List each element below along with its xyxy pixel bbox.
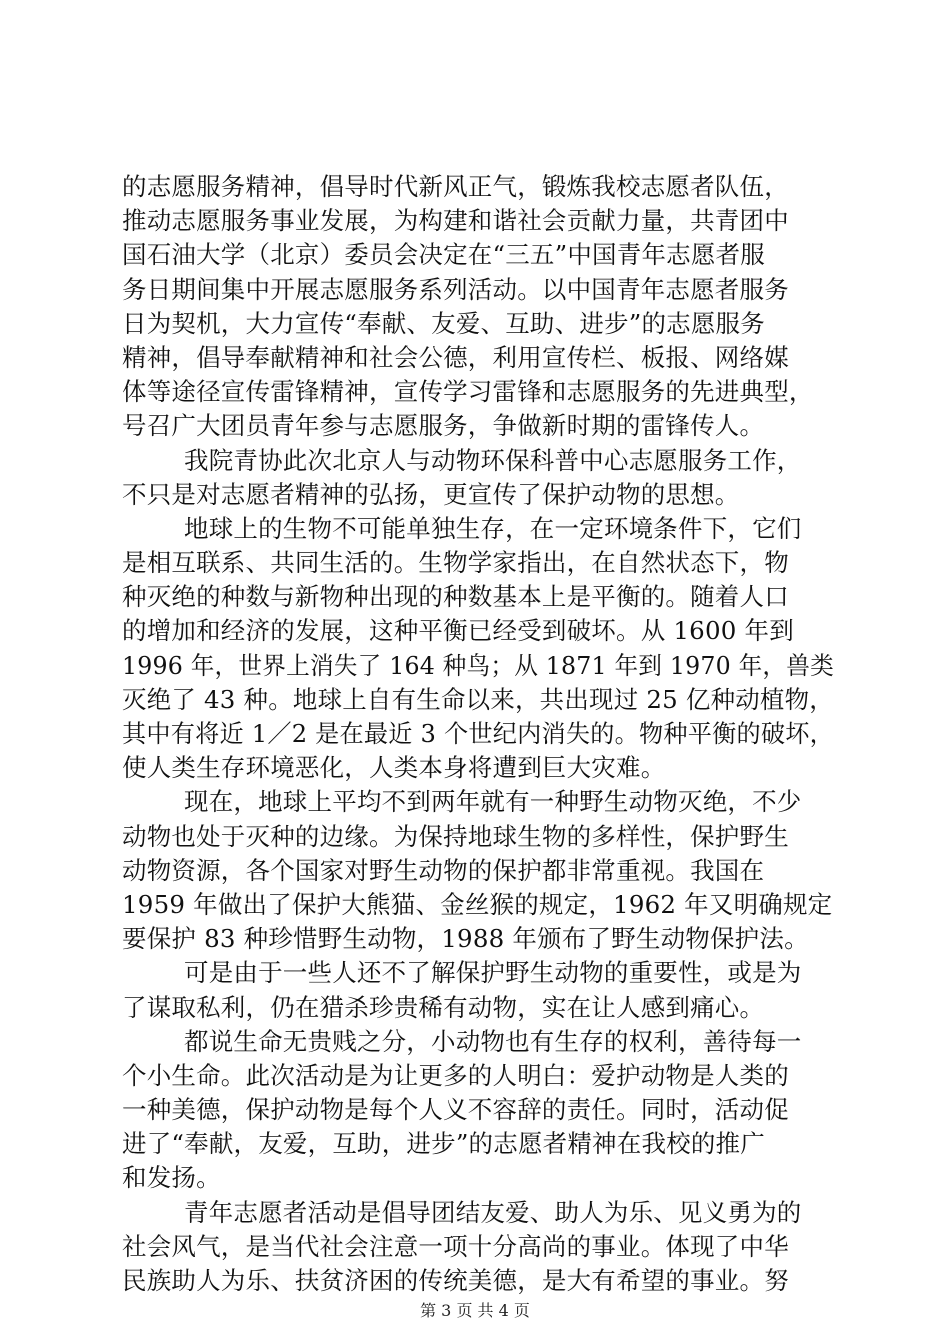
text-line: 进了“奉献，友爱，互助，进步”的志愿者精神在我校的推广 bbox=[122, 1129, 765, 1159]
text-line: 青年志愿者活动是倡导团结友爱、助人为乐、见义勇为的 bbox=[184, 1197, 802, 1227]
text-line: 的增加和经济的发展，这种平衡已经受到破坏。从 1600 年到 bbox=[122, 616, 794, 646]
text-line: 一种美德，保护动物是每个人义不容辞的责任。同时，活动促 bbox=[122, 1095, 789, 1125]
body-text bbox=[122, 170, 834, 1298]
text-line: 动物资源，各个国家对野生动物的保护都非常重视。我国在 bbox=[122, 855, 765, 885]
text-line: 和发扬。 bbox=[122, 1163, 221, 1193]
text-line: 我院青协此次北京人与动物环保科普中心志愿服务工作， bbox=[184, 445, 802, 475]
text-line: 灭绝了 43 种。地球上自有生命以来，共出现过 25 亿种动植物， bbox=[122, 684, 834, 714]
text-line: 现在，地球上平均不到两年就有一种野生动物灭绝，不少 bbox=[184, 787, 802, 817]
text-line: 要保护 83 种珍惜野生动物，1988 年颁布了野生动物保护法。 bbox=[122, 924, 809, 954]
text-line: 可是由于一些人还不了解保护野生动物的重要性，或是为 bbox=[184, 958, 802, 988]
text-line: 其中有将近 1／2 是在最近 3 个世纪内消失的。物种平衡的破坏， bbox=[122, 719, 834, 748]
text-line: 国石油大学（北京）委员会决定在“三五”中国青年志愿者服 bbox=[122, 240, 765, 270]
text-line: 推动志愿服务事业发展，为构建和谐社会贡献力量，共青团中 bbox=[122, 206, 789, 236]
text-line: 民族助人为乐、扶贫济困的传统美德，是大有希望的事业。努 bbox=[122, 1266, 789, 1295]
text-line: 的志愿服务精神，倡导时代新风正气，锻炼我校志愿者队伍， bbox=[122, 172, 789, 201]
text-line: 1959 年做出了保护大熊猫、金丝猴的规定，1962 年又明确规定 bbox=[122, 889, 833, 919]
text-line: 是相互联系、共同生活的。生物学家指出，在自然状态下，物 bbox=[122, 548, 789, 578]
text-line: 号召广大团员青年参与志愿服务，争做新时期的雷锋传人。 bbox=[122, 411, 765, 441]
text-line: 精神，倡导奉献精神和社会公德，利用宣传栏、板报、网络媒 bbox=[122, 342, 789, 372]
text-line: 了谋取私利，仍在猎杀珍贵稀有动物，实在让人感到痛心。 bbox=[122, 992, 765, 1022]
text-line: 务日期间集中开展志愿服务系列活动。以中国青年志愿者服务 bbox=[122, 274, 789, 304]
text-line: 个小生命。此次活动是为让更多的人明白：爱护动物是人类的 bbox=[122, 1060, 789, 1090]
text-line: 都说生命无贵贱之分，小动物也有生存的权利，善待每一 bbox=[184, 1026, 802, 1056]
text-line: 使人类生存环境恶化，人类本身将遭到巨大灾难。 bbox=[122, 753, 666, 783]
text-line: 社会风气，是当代社会注意一项十分高尚的事业。体现了中华 bbox=[122, 1231, 789, 1261]
text-line: 日为契机，大力宣传“奉献、友爱、互助、进步”的志愿服务 bbox=[122, 308, 765, 338]
text-line: 种灭绝的种数与新物种出现的种数基本上是平衡的。随着人口 bbox=[122, 582, 789, 612]
text-line: 1996 年，世界上消失了 164 种鸟；从 1871 年到 1970 年，兽类 bbox=[122, 650, 834, 680]
page-footer: 第 3 页 共 4 页 bbox=[420, 1301, 530, 1320]
text-line: 地球上的生物不可能单独生存，在一定环境条件下，它们 bbox=[184, 513, 802, 543]
text-line: 不只是对志愿者精神的弘扬，更宣传了保护动物的思想。 bbox=[122, 479, 740, 509]
text-line: 动物也处于灭种的边缘。为保持地球生物的多样性，保护野生 bbox=[122, 821, 789, 851]
text-line: 体等途径宣传雷锋精神，宣传学习雷锋和志愿服务的先进典型， bbox=[122, 377, 814, 407]
